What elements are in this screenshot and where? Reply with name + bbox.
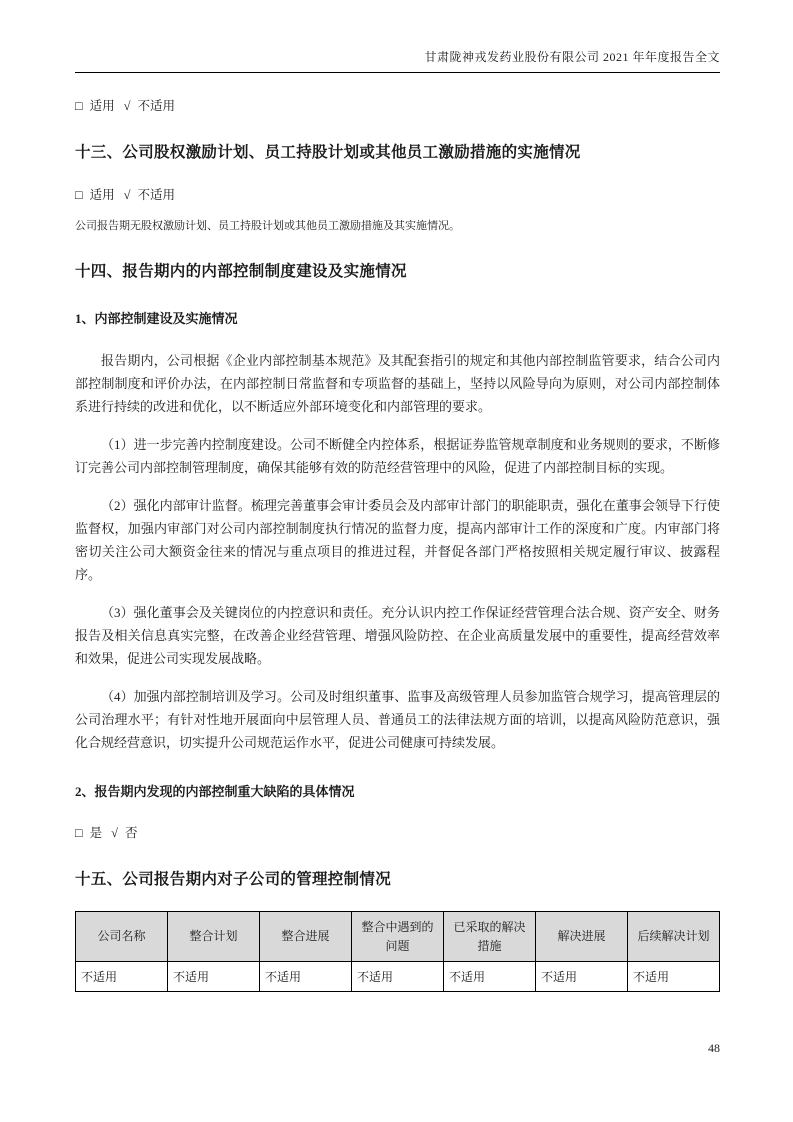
table-cell: 不适用 — [260, 962, 352, 992]
section-15-title: 十五、公司报告期内对子公司的管理控制情况 — [75, 871, 392, 888]
page-header — [75, 48, 720, 73]
yes-no-line — [75, 823, 720, 841]
checkbox-unchecked-icon: □ — [75, 99, 83, 113]
applicable-label: 适用 — [89, 188, 115, 202]
table-cell: 不适用 — [536, 962, 628, 992]
check-icon: √ — [123, 99, 131, 113]
section-14-sub2-title: 2、报告期内发现的内部控制重大缺陷的具体情况 — [75, 784, 355, 799]
no-label: 否 — [124, 826, 138, 840]
checkbox-unchecked-icon: □ — [75, 188, 83, 202]
applicable-label: 适用 — [89, 99, 115, 113]
not-applicable-label: 不适用 — [137, 188, 175, 202]
report-header-title: 甘肃陇神戎发药业股份有限公司 2021 年年度报告全文 — [424, 50, 720, 64]
table-header-integration-plan: 整合计划 — [168, 912, 260, 962]
applicability-line-top — [75, 96, 720, 114]
section-14-title: 十四、报告期内的内部控制制度建设及实施情况 — [75, 263, 407, 280]
table-header-integration-progress: 整合进展 — [260, 912, 352, 962]
table-cell: 不适用 — [628, 962, 720, 992]
table-header-company-name: 公司名称 — [76, 912, 168, 962]
table-header-solutions-taken: 已采取的解决措施 — [444, 912, 536, 962]
table-header-solution-progress: 解决进展 — [536, 912, 628, 962]
internal-control-paragraph-5: （4）加强内部控制培训及学习。公司及时组织董事、监事及高级管理人员参加监管合规学习，提高管理层的公司治理水平；有针对性地开展面向中层管理人员、普通员工的法律法规方面的培训，以提高风险防范意识，强化合规经营意识，切实提升公司规范运作水平，促进公司健康可持续发展。 — [75, 689, 720, 750]
table-header-followup-plan: 后续解决计划 — [628, 912, 720, 962]
table-cell: 不适用 — [168, 962, 260, 992]
not-applicable-label: 不适用 — [137, 99, 175, 113]
table-row — [76, 962, 720, 992]
table-body — [76, 962, 720, 992]
internal-control-paragraph-2: （1）进一步完善内控制度建设。公司不断健全内控体系，根据证券监管规章制度和业务规则的要求，不断修订完善公司内部控制管理制度，确保其能够有效的防范经营管理中的风险，促进了内部控制目标的实现。 — [75, 437, 720, 475]
table-header-problems-encountered: 整合中遇到的问题 — [352, 912, 444, 962]
subsidiary-control-table — [75, 911, 720, 992]
table-head — [76, 912, 720, 962]
table-cell: 不适用 — [352, 962, 444, 992]
table-cell: 不适用 — [444, 962, 536, 992]
page-number: 48 — [708, 1041, 720, 1055]
internal-control-paragraph-4: （3）强化董事会及关键岗位的内控意识和责任。充分认识内控工作保证经营管理合法合规、资产安全、财务报告及相关信息真实完整，在改善企业经营管理、增强风险防控、在企业高质量发展中的重要性，提高经营效率和效果，促进公司实现发展战略。 — [75, 605, 720, 666]
applicability-line-section13 — [75, 185, 720, 203]
check-icon: √ — [111, 826, 118, 840]
yes-label: 是 — [89, 826, 103, 840]
section-13-title: 十三、公司股权激励计划、员工持股计划或其他员工激励措施的实施情况 — [75, 144, 581, 161]
table-cell: 不适用 — [76, 962, 168, 992]
section-14-sub1-title: 1、内部控制建设及实施情况 — [75, 311, 238, 326]
checkbox-unchecked-icon: □ — [75, 826, 83, 840]
internal-control-paragraph-3: （2）强化内部审计监督。梳理完善董事会审计委员会及内部审计部门的职能职责，强化在董事会领导下行使监督权，加强内审部门对公司内部控制制度执行情况的监督力度，提高内部审计工作的深度和广度。内审部门将密切关注公司大额资金往来的情况与重点项目的推进过程，并督促各部门严格按照相关规定履行审议、披露程序。 — [75, 498, 720, 582]
table-header-row — [76, 912, 720, 962]
section-13-note: 公司报告期无股权激励计划、员工持股计划或其他员工激励措施及其实施情况。 — [75, 220, 460, 232]
check-icon: √ — [123, 188, 131, 202]
internal-control-paragraph-1: 报告期内，公司根据《企业内部控制基本规范》及其配套指引的规定和其他内部控制监管要求，结合公司内部控制制度和评价办法，在内部控制日常监督和专项监督的基础上，坚持以风险导向为原则，对公司内部控制体系进行持续的改进和优化，以不断适应外部环境变化和内部管理的要求。 — [75, 353, 720, 414]
